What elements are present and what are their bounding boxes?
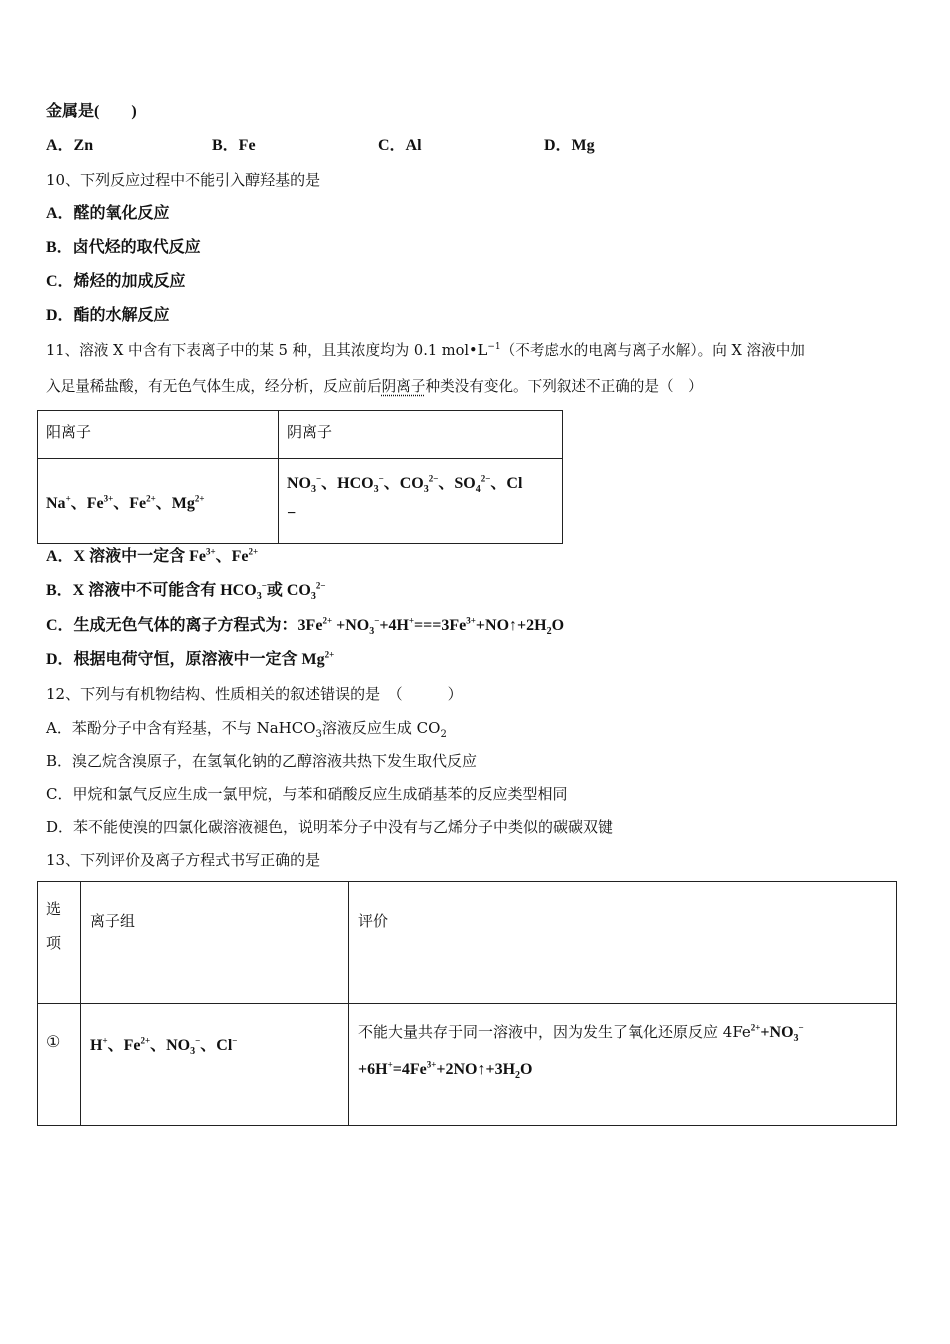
q13-row1-eval-cell bbox=[349, 1004, 897, 1126]
q11-header-anion-cell bbox=[279, 411, 563, 459]
q11-anion-list: $NO_3^-$、$HCO_3^-$、$CO_3^{2-}$、$SO_4^{2-}$、Cl − bbox=[287, 473, 523, 522]
q11-option-a[interactable]: A．X 溶液中一定含 $Fe^{3+}$、$Fe^{2+}$ bbox=[46, 546, 259, 565]
q13-header-eval: 评价 bbox=[358, 912, 389, 930]
q13-header-option-l2: 项 bbox=[46, 934, 62, 952]
q11-anion-cell bbox=[279, 459, 563, 544]
q13-row1-eval-text: 不能大量共存于同一溶液中，因为发生了氧化还原反应 4Fe bbox=[358, 1023, 751, 1041]
q12-option-d[interactable]: D．苯不能使溴的四氯化碳溶液褪色，说明苯分子中没有与乙烯分子中类似的碳碳双键 bbox=[46, 818, 614, 836]
q13-header-ions: 离子组 bbox=[90, 912, 136, 930]
q9-option-a[interactable]: A．Zn bbox=[46, 137, 94, 154]
q12-stem: 12、下列与有机物结构、性质相关的叙述错误的是 （ ） bbox=[46, 685, 463, 703]
q13-row1-ions: H+、$Fe^{2+}$、$NO_3^-$、Cl− bbox=[90, 1035, 238, 1058]
q13-table bbox=[37, 881, 897, 1126]
q11-option-a-text: A．X 溶液中一定含 Fe bbox=[46, 548, 206, 565]
q12-option-a[interactable]: A．苯酚分子中含有羟基，不与 NaHCO$_3$溶液反应生成 $CO_2$ bbox=[46, 719, 447, 740]
q10-option-b[interactable]: B．卤代烃的取代反应 bbox=[46, 239, 201, 256]
q11-ion-table bbox=[37, 410, 563, 544]
q13-row1-ions-cell bbox=[81, 1004, 349, 1126]
q11-stem-line2-a: 入足量稀盐酸，有无色气体生成，经分析，反应前后 bbox=[46, 378, 382, 395]
q13-header-option bbox=[38, 882, 80, 960]
q13-stem: 13、下列评价及离子方程式书写正确的是 bbox=[46, 851, 321, 869]
q13-header-ions-cell bbox=[81, 882, 349, 1004]
q10-stem: 10、下列反应过程中不能引入醇羟基的是 bbox=[46, 171, 321, 189]
q11-header-cation-cell bbox=[38, 411, 279, 459]
q10-option-a[interactable]: A．醛的氧化反应 bbox=[46, 205, 170, 222]
q12-option-a-text: A．苯酚分子中含有羟基，不与 NaHCO bbox=[46, 719, 316, 737]
q11-stem-line1-tail: （不考虑水的电离与离子水解）。向 X 溶液中加 bbox=[500, 342, 805, 359]
q12-option-c[interactable]: C．甲烷和氯气反应生成一氯甲烷，与苯和硝酸反应生成硝基苯的反应类型相同 bbox=[46, 785, 568, 803]
q11-stem-sup: −1 bbox=[487, 342, 501, 353]
q10-option-c[interactable]: C．烯烃的加成反应 bbox=[46, 273, 186, 290]
q13-row1-label: ① bbox=[46, 1032, 61, 1051]
q11-option-c-text: C．生成无色气体的离子方程式为：3Fe bbox=[46, 617, 323, 634]
q11-emphasis-anion: 阴离子 bbox=[381, 378, 426, 395]
q13-row1-label-cell bbox=[38, 1004, 81, 1126]
q11-cation-cell bbox=[38, 459, 279, 544]
q9-stem-tail: 金属是( ) bbox=[46, 103, 137, 120]
q13-header-option-l1: 选 bbox=[46, 900, 62, 918]
q13-row1-eval-equation: $+6H^+=4Fe^{3+}+2NO↑+3H_2O$ bbox=[358, 1059, 533, 1082]
q12-option-a-tail: 溶液反应生成 CO bbox=[321, 719, 441, 737]
q11-option-b[interactable]: B．X 溶液中不可能含有 $HCO_3^-$或 $CO_3^{2-}$ bbox=[46, 580, 326, 603]
q11-option-d-text: D．根据电荷守恒，原溶液中一定含 Mg bbox=[46, 651, 325, 668]
q10-option-d[interactable]: D．酯的水解反应 bbox=[46, 307, 170, 324]
q13-header-option-cell bbox=[38, 882, 81, 1004]
q11-option-b-text: B．X 溶液中不可能含有 HCO bbox=[46, 582, 257, 599]
q11-stem-line1 bbox=[46, 341, 805, 361]
q11-cation-list: Na+、$Fe^{3+}$、$Fe^{2+}$、$Mg^{2+}$ bbox=[46, 493, 205, 512]
q11-stem-line1-text: 11、溶液 X 中含有下表离子中的某 5 种，且其浓度均为 0.1 mol•L bbox=[46, 342, 488, 359]
q9-option-c[interactable]: C．Al bbox=[378, 137, 422, 154]
q11-header-cation: 阳离子 bbox=[46, 423, 92, 441]
q13-header-eval-cell bbox=[349, 882, 897, 1004]
q9-option-b[interactable]: B．Fe bbox=[212, 137, 256, 154]
q13-row1-eval: 不能大量共存于同一溶液中，因为发生了氧化还原反应 $4Fe^{2+}+NO_3^-$ $+6H^+=4Fe^{3+}+2NO↑+3H_2O$ bbox=[358, 1022, 804, 1082]
q11-header-anion: 阴离子 bbox=[287, 423, 333, 441]
q9-option-d[interactable]: D．Mg bbox=[544, 137, 595, 154]
q11-option-d[interactable]: D．根据电荷守恒，原溶液中一定含 $Mg^{2+}$ bbox=[46, 649, 335, 668]
q11-stem-line2 bbox=[46, 377, 703, 397]
q12-option-b[interactable]: B．溴乙烷含溴原子，在氢氧化钠的乙醇溶液共热下发生取代反应 bbox=[46, 752, 478, 770]
q11-stem-line2-b: 种类没有变化。下列叙述不正确的是（ ） bbox=[425, 378, 703, 395]
q9-options bbox=[46, 136, 710, 156]
q11-option-c[interactable]: C．生成无色气体的离子方程式为：$3Fe^{2+}$ $+NO_3^-+4H^+===3Fe^{3+}+NO↑+2H_2O$ bbox=[46, 615, 565, 638]
